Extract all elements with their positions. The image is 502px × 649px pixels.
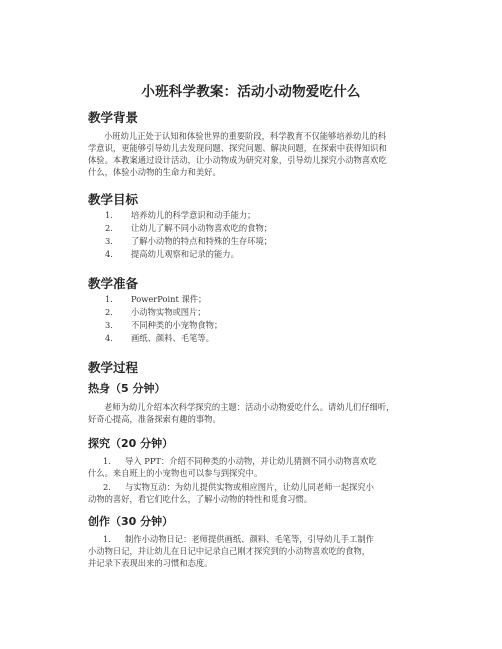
explore-step — [88, 455, 428, 479]
list-item-number: 1. — [105, 294, 113, 304]
paragraph-line: 小班幼儿正处于认知和体验世界的重要阶段，科学教育不仅能够培养幼儿的科 — [104, 131, 387, 141]
list-item — [88, 222, 428, 235]
list-item — [88, 306, 428, 319]
list-item-text: 小动物实物或图片； — [131, 307, 206, 317]
step-number: 1. — [103, 456, 111, 466]
list-item — [88, 332, 428, 345]
step-line — [88, 455, 428, 467]
goals-list — [88, 209, 428, 261]
create-step — [88, 533, 428, 569]
subheading-create: 创作（30 分钟） — [88, 515, 174, 528]
step-line: 动物的喜好，看它们吃什么，了解小动物的特性和觅食习惯。 — [88, 494, 313, 504]
list-item — [88, 235, 428, 248]
list-item-number: 3. — [105, 320, 113, 330]
list-item-text: 不同种类的小宠物食物； — [131, 320, 223, 330]
step-line — [88, 533, 428, 545]
step-line: 什么。来自班上的小宠物也可以参与到探究中。 — [88, 468, 263, 478]
prep-list — [88, 293, 428, 345]
section-heading-prep: 教学准备 — [88, 276, 139, 291]
section-heading-background: 教学背景 — [88, 110, 139, 125]
step-line — [88, 481, 428, 493]
list-item — [88, 319, 428, 332]
list-item-text: 培养幼儿的科学意识和动手能力； — [131, 210, 256, 220]
list-item-number: 2. — [105, 307, 113, 317]
step-text: 与实物互动：为幼儿提供实物或相应图片，让幼儿同老师一起探究小 — [125, 482, 374, 492]
list-item-number: 3. — [105, 236, 113, 246]
step-line: 并记录下表现出来的习惯和态度。 — [88, 558, 213, 568]
paragraph-line: 学意识，更能够引导幼儿去发现问题、探究问题、解决问题，在探索中获得知识和 — [88, 143, 387, 153]
section-heading-goals: 教学目标 — [88, 192, 139, 207]
paragraph-line: 体验。本教案通过设计活动，让小动物成为研究对象，引导幼儿探究小动物喜欢吃 — [88, 155, 387, 165]
step-number: 2. — [103, 482, 111, 492]
paragraph-line: 什么，体验小动物的生命力和美好。 — [88, 167, 221, 177]
section-heading-process: 教学过程 — [88, 360, 139, 375]
background-paragraph — [88, 130, 428, 178]
list-item — [88, 248, 428, 261]
list-item-text: 了解小动物的特点和特殊的生存环境； — [131, 236, 273, 246]
list-item-text: 提高幼儿观察和记录的能力。 — [131, 249, 239, 259]
step-number: 1. — [103, 534, 111, 544]
step-text: 导入 PPT：介绍不同种类的小动物，并让幼儿猜测不同小动物喜欢吃 — [125, 456, 377, 466]
document-title: 小班科学教案：活动小动物爱吃什么 — [141, 84, 361, 100]
list-item-number: 2. — [105, 223, 113, 233]
step-text: 制作小动物日记：老师提供画纸、颜料、毛笔等，引导幼儿手工制作 — [125, 534, 374, 544]
list-item — [88, 293, 428, 306]
explore-step — [88, 481, 428, 505]
list-item-text: 让幼儿了解不同小动物喜欢吃的食物； — [131, 223, 273, 233]
subheading-explore: 探究（20 分钟） — [88, 437, 174, 450]
list-item — [88, 209, 428, 222]
list-item-text: PowerPoint 课件； — [131, 294, 207, 304]
subheading-warmup: 热身（5 分钟） — [88, 382, 166, 395]
list-item-number: 4. — [105, 333, 113, 343]
paragraph-line: 好奇心提高，准备探索有趣的事物。 — [88, 414, 221, 424]
list-item-number: 4. — [105, 249, 113, 259]
warmup-paragraph — [88, 401, 428, 425]
paragraph-line: 老师为幼儿介绍本次科学探究的主题：活动小动物爱吃什么。请幼儿们仔细听， — [104, 402, 395, 412]
list-item-text: 画纸、颜料、毛笔等。 — [131, 333, 214, 343]
list-item-number: 1. — [105, 210, 113, 220]
step-line: 小动物日记，并让幼儿在日记中记录自己刚才探究到的小动物喜欢吃的食物， — [88, 546, 371, 556]
